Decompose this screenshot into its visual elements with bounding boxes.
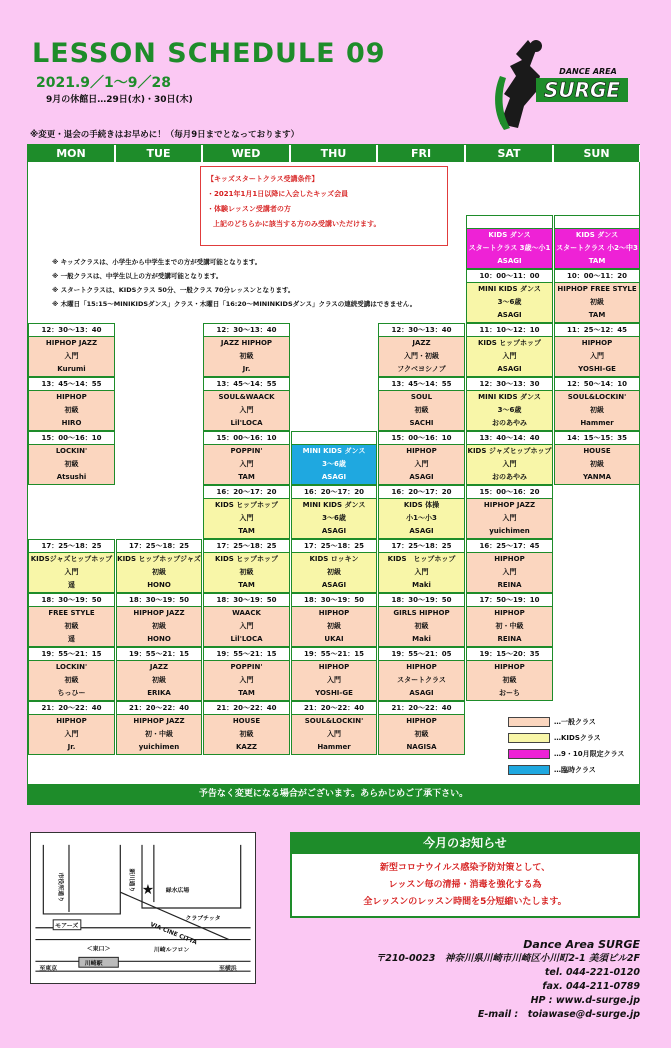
lesson-level: 小1～小3 <box>406 514 437 522</box>
lesson-time: 18：30～19：50 <box>204 594 289 607</box>
lesson-time: 19：55～21：15 <box>292 648 376 661</box>
lesson-genre: HIPHOP <box>494 555 525 563</box>
lesson-time: 18：30～19：50 <box>292 594 376 607</box>
lesson-cell <box>466 485 553 539</box>
lesson-genre: KIDS ダンス <box>488 231 531 239</box>
lesson-time: 15：00～16：10 <box>204 432 289 445</box>
lesson-instructor: SACHI <box>409 419 434 427</box>
lesson-level: 初級 <box>64 676 79 684</box>
legend-label: …臨時クラス <box>554 766 596 774</box>
lesson-cell <box>291 593 377 647</box>
lesson-cell <box>291 431 377 485</box>
lesson-instructor: Hammer <box>580 419 614 427</box>
lesson-instructor: おのあやみ <box>492 473 527 481</box>
lesson-cell <box>466 647 553 701</box>
lesson-cell <box>203 377 290 431</box>
lesson-cell <box>378 701 465 755</box>
lesson-level: 初級 <box>152 622 166 630</box>
lesson-genre: LOCKIN' <box>55 663 88 671</box>
lesson-genre: SOUL&WAACK <box>218 393 275 401</box>
surge-logo <box>470 36 630 134</box>
lesson-genre: KIDSジャズヒップホップ <box>30 555 113 563</box>
lesson-genre: HOUSE <box>583 447 611 455</box>
lesson-cell <box>203 593 290 647</box>
lesson-instructor: ASAGI <box>321 473 347 481</box>
lesson-level: 初級 <box>239 352 254 360</box>
note-line: ※ 一般クラスは、中学生以上の方が受講可能となります。 <box>52 272 223 280</box>
lesson-genre: HIPHOP <box>406 663 437 671</box>
legend-swatch <box>508 765 550 775</box>
lesson-time: 13：45～14：55 <box>379 378 464 391</box>
lesson-cell <box>28 593 115 647</box>
lesson-time: 13：45～14：55 <box>204 378 289 391</box>
lesson-level: 入門 <box>590 352 604 360</box>
lesson-time: 21：20～22：40 <box>117 702 201 715</box>
lesson-level: 初級 <box>414 406 429 414</box>
lesson-instructor: おーち <box>499 689 520 697</box>
news-body <box>292 860 638 911</box>
lesson-instructor: NAGISA <box>406 743 437 751</box>
lesson-cell <box>203 647 290 701</box>
lesson-cell <box>28 431 115 485</box>
lesson-level: 入門 <box>327 676 341 684</box>
lesson-genre: JAZZ <box>149 663 169 671</box>
lesson-level: 初・中級 <box>495 622 524 630</box>
lesson-level: 3～6歳 <box>497 298 522 306</box>
lesson-instructor: ERIKA <box>147 689 171 697</box>
lesson-genre: HIPHOP <box>494 609 525 617</box>
lesson-level: 入門 <box>502 514 517 522</box>
lesson-time: 16：20～17：20 <box>379 486 464 499</box>
lesson-instructor: ASAGI <box>497 311 522 319</box>
lesson-level: 初級 <box>239 568 254 576</box>
lesson-cell <box>378 647 465 701</box>
day-header-wed: WED <box>203 145 290 162</box>
lesson-instructor: TAM <box>238 581 255 589</box>
lesson-level: 入門 <box>414 460 429 468</box>
lesson-instructor: 遥 <box>68 635 75 643</box>
lesson-level: 初級 <box>64 406 79 414</box>
map-label: クラブチッタ <box>185 915 221 922</box>
lesson-time: 13：40～14：40 <box>467 432 552 445</box>
lesson-level: 入門 <box>502 568 517 576</box>
studio-name: Dance Area SURGE <box>523 938 640 951</box>
lesson-genre: POPPIN' <box>230 663 263 671</box>
lesson-time: 12：30～13：40 <box>379 324 464 337</box>
legend-swatch <box>508 749 550 759</box>
lesson-cell <box>291 647 377 701</box>
lesson-instructor: Kurumi <box>57 365 86 373</box>
lesson-time: 19：55～21：15 <box>117 648 201 661</box>
lesson-cell <box>28 647 115 701</box>
schedule-footnote: 予告なく変更になる場合がございます。あらかじめご了承下さい。 <box>27 784 640 804</box>
lesson-level: 初・中級 <box>145 730 173 738</box>
kids-start-conditions <box>200 166 448 246</box>
lesson-instructor: YANMA <box>582 473 612 481</box>
lesson-instructor: TAM <box>238 527 255 535</box>
lesson-instructor: ASAGI <box>409 689 434 697</box>
class-notes <box>52 255 416 311</box>
lesson-time: 18：30～19：50 <box>379 594 464 607</box>
page-title: LESSON SCHEDULE 09 <box>32 38 386 69</box>
lesson-cell <box>203 323 290 377</box>
lesson-instructor: Lil'LOCA <box>230 635 263 643</box>
lesson-time: 12：30～13：40 <box>29 324 114 337</box>
lesson-genre: KIDS 体操 <box>403 501 440 509</box>
lesson-genre: SOUL&LOCKIN' <box>567 393 627 401</box>
lesson-level: 入門 <box>327 730 341 738</box>
callout-line: ・体験レッスン受講者の方 <box>207 205 291 213</box>
lesson-instructor: Atsushi <box>56 473 87 481</box>
tel: tel. 044-221-0120 <box>544 967 640 978</box>
lesson-time: 13：45～14：55 <box>29 378 114 391</box>
lesson-genre: GIRLS HIPHOP <box>393 609 450 617</box>
email-link[interactable]: E-mail : toiawase@d-surge.jp <box>477 1009 640 1020</box>
lesson-instructor: TAM <box>588 311 606 319</box>
lesson-genre: LOCKIN' <box>55 447 88 455</box>
lesson-cell <box>378 539 465 593</box>
lesson-genre: KIDS ジャズヒップホップ <box>467 447 552 455</box>
note-line: ※ スタートクラスは、KIDSクラス 50分、一般クラス 70分レッスンとなります。 <box>52 286 295 294</box>
map-label: 川崎駅 <box>84 961 103 968</box>
lesson-level: 入門 <box>239 406 254 414</box>
lesson-time: 10：00～11：20 <box>555 270 639 283</box>
lesson-instructor: ちっひー <box>57 689 86 697</box>
lesson-cell <box>554 431 640 485</box>
lesson-genre: HIPHOP JAZZ <box>483 501 536 509</box>
lesson-time: 21：20～22：40 <box>204 702 289 715</box>
news-line: レッスン毎の清掃・消毒を強化する為 <box>388 880 542 890</box>
legend-label: …KIDSクラス <box>554 734 601 742</box>
lesson-cell <box>116 647 202 701</box>
lesson-genre: MINI KIDS ダンス <box>302 447 366 455</box>
lesson-instructor: Maki <box>412 581 431 589</box>
lesson-genre: KIDS ヒップホップ <box>214 555 279 563</box>
lesson-cell <box>203 701 290 755</box>
lesson-time: 16：25～17：45 <box>467 540 552 553</box>
lesson-genre: KIDS ヒップホップ <box>214 501 279 509</box>
lesson-time: 19：55～21：15 <box>204 648 289 661</box>
lesson-instructor: ASAGI <box>321 527 347 535</box>
lesson-cell <box>378 377 465 431</box>
lesson-time: 17：50～19：10 <box>467 594 552 607</box>
lesson-time: 18：30～19：50 <box>29 594 114 607</box>
lesson-instructor: YOSHI-GE <box>578 365 616 373</box>
news-title: 今月のお知らせ <box>290 832 640 854</box>
news-line: 全レッスンのレッスン時間を5分短縮いたします。 <box>363 897 567 907</box>
callout-line: 上記のどちらかに該当する方のみ受講いただけます。 <box>213 220 381 228</box>
lesson-cell <box>203 539 290 593</box>
lesson-genre: MINI KIDS ダンス <box>478 285 541 293</box>
lesson-time: 17：25～18：25 <box>204 540 289 553</box>
map-label: モアーズ <box>55 923 79 930</box>
note-line: ※ キッズクラスは、小学生から中学生までの方が受講可能となります。 <box>52 258 262 266</box>
lesson-instructor: Hammer <box>317 743 351 751</box>
lesson-instructor: ASAGI <box>409 473 434 481</box>
lesson-level: 初級 <box>414 622 429 630</box>
lesson-level: 初級 <box>590 460 604 468</box>
lesson-genre: KIDS ヒップホップ <box>477 339 542 347</box>
lesson-instructor: Jr. <box>67 743 76 751</box>
lesson-time: 15：00～16：10 <box>379 432 464 445</box>
lesson-level: 初級 <box>152 568 166 576</box>
lesson-cell <box>291 701 377 755</box>
lesson-level: 入門 <box>239 460 254 468</box>
lesson-time: 11：10～12：10 <box>467 324 552 337</box>
day-header-mon: MON <box>28 145 115 162</box>
lesson-genre: SOUL <box>410 393 433 401</box>
lesson-instructor: YOSHI-GE <box>315 689 353 697</box>
lesson-instructor: フクベヨシノブ <box>397 365 446 373</box>
lesson-time: 19：55～21：15 <box>29 648 114 661</box>
lesson-cell <box>554 377 640 431</box>
lesson-level: 入門 <box>64 730 79 738</box>
lesson-cell <box>203 485 290 539</box>
holiday-note: 9月の休館日…29日(水)・30日(木) <box>46 95 193 105</box>
legend-label: …一般クラス <box>554 718 596 726</box>
day-header-tue: TUE <box>116 145 202 162</box>
lesson-instructor: HIRO <box>61 419 82 427</box>
lesson-genre: JAZZ HIPHOP <box>220 339 273 347</box>
lesson-instructor: Maki <box>412 635 431 643</box>
lesson-genre: FREE STYLE <box>48 609 95 617</box>
lesson-level: 入門 <box>502 460 517 468</box>
lesson-instructor: TAM <box>238 689 255 697</box>
lesson-time: 17：25～18：25 <box>117 540 201 553</box>
lesson-level: スタートクラス 3歳～小1 <box>468 244 551 252</box>
legend-label: …9・10月限定クラス <box>554 750 625 758</box>
lesson-instructor: ASAGI <box>497 257 522 265</box>
surge-location-star-icon: ★ <box>141 882 155 899</box>
map-label: VIA CINE CITTA <box>149 922 198 947</box>
lesson-cell <box>378 431 465 485</box>
lesson-instructor: HONO <box>147 581 171 589</box>
lesson-genre: JAZZ <box>412 339 431 347</box>
lesson-cell <box>466 539 553 593</box>
note-line: ※ 木曜日「15:15～MINIKIDSダンス」クラス・木曜日「16:20～MININKIDSダンス」クラスの連続受講はできません。 <box>52 300 417 308</box>
day-header-fri: FRI <box>378 145 465 162</box>
lesson-level: 3～6歳 <box>497 406 522 414</box>
lesson-cell <box>291 539 377 593</box>
lesson-genre: MINI KIDS ダンス <box>302 501 366 509</box>
lesson-cell <box>466 269 553 323</box>
lesson-level: スタートクラス <box>397 676 446 684</box>
lesson-instructor: Lil'LOCA <box>230 419 263 427</box>
lesson-level: 入門 <box>64 352 79 360</box>
lesson-level: 初級 <box>327 622 341 630</box>
lesson-genre: HIPHOP JAZZ <box>45 339 98 347</box>
lesson-cell <box>116 593 202 647</box>
lesson-cell <box>28 377 115 431</box>
lesson-genre: HIPHOP <box>406 447 437 455</box>
lesson-time: 15：00～16：10 <box>29 432 114 445</box>
lesson-time: 21：20～22：40 <box>379 702 464 715</box>
lesson-genre: HIPHOP <box>56 717 87 725</box>
schedule-period: 2021.9／1～9／28 <box>36 75 171 91</box>
lesson-cell <box>466 215 553 269</box>
lesson-genre: KIDS ロッキン <box>309 555 359 563</box>
lesson-level: 入門 <box>414 568 429 576</box>
lesson-level: 初級 <box>239 730 254 738</box>
lesson-level: 初級 <box>414 730 429 738</box>
lesson-time: 9：00～9：50 <box>467 216 552 229</box>
lesson-time: 16：20～17：20 <box>204 486 289 499</box>
lesson-time: 17：25～18：25 <box>379 540 464 553</box>
day-header-sat: SAT <box>466 145 553 162</box>
lesson-cell <box>554 269 640 323</box>
lesson-level: 3～6歳 <box>322 514 346 522</box>
lesson-cell <box>378 323 465 377</box>
lesson-cell <box>466 593 553 647</box>
legend-swatch <box>508 717 550 727</box>
legend-swatch <box>508 733 550 743</box>
access-map <box>30 832 256 984</box>
lesson-genre: SOUL&LOCKIN' <box>304 717 364 725</box>
lesson-genre: HIPHOP <box>494 663 525 671</box>
lesson-cell <box>466 377 553 431</box>
lesson-level: 初級 <box>502 676 517 684</box>
lesson-instructor: おのあやみ <box>492 419 527 427</box>
lesson-instructor: TAM <box>238 473 255 481</box>
lesson-cell <box>554 323 640 377</box>
lesson-level: 3～6歳 <box>322 460 346 468</box>
contact-info <box>376 938 640 1022</box>
lesson-level: 入門 <box>502 352 517 360</box>
lesson-level: 入門 <box>239 676 254 684</box>
lesson-time: 9：00～9：50 <box>555 216 639 229</box>
logo-tagline: DANCE AREA <box>559 67 617 76</box>
lesson-instructor: REINA <box>497 635 522 643</box>
lesson-cell <box>28 323 115 377</box>
lesson-genre: KIDS ヒップホップジャズ <box>117 555 201 563</box>
lesson-cell <box>378 485 465 539</box>
lesson-level: 初級 <box>152 676 166 684</box>
lesson-genre: POPPIN' <box>230 447 263 455</box>
lesson-genre: HIPHOP JAZZ <box>133 717 185 725</box>
fax: fax. 044-211-0789 <box>542 981 640 992</box>
lesson-time: 10：00～11：00 <box>467 270 552 283</box>
lesson-time: 21：20～22：40 <box>292 702 376 715</box>
lesson-cell <box>554 215 640 269</box>
lesson-time: 17：25～18：25 <box>29 540 114 553</box>
lesson-genre: WAACK <box>232 609 261 617</box>
map-label: 市役所通り <box>57 872 64 903</box>
lesson-time: 11：25～12：45 <box>555 324 639 337</box>
lesson-cell <box>203 431 290 485</box>
lesson-genre: HIPHOP <box>318 663 350 671</box>
lesson-time: 19：55～21：05 <box>379 648 464 661</box>
lesson-instructor: KAZZ <box>236 743 257 751</box>
lesson-genre: HIPHOP JAZZ <box>133 609 185 617</box>
news-line: 新型コロナウイルス感染予防対策として、 <box>379 863 551 873</box>
lesson-time: 14：15～15：35 <box>555 432 639 445</box>
lesson-cell <box>28 539 115 593</box>
callout-line: ・2021年1月1日以降に入会したキッズ会員 <box>207 190 349 198</box>
lesson-instructor: UKAI <box>324 635 344 643</box>
lesson-genre: KIDS ダンス <box>575 231 619 239</box>
lesson-genre: HIPHOP <box>318 609 350 617</box>
lesson-time: 12：50～14：10 <box>555 378 639 391</box>
map-label: 緑水広場 <box>165 888 190 895</box>
lesson-level: 初級 <box>327 568 341 576</box>
lesson-instructor: Jr. <box>242 365 251 373</box>
lesson-cell <box>466 323 553 377</box>
lesson-instructor: ASAGI <box>497 365 522 373</box>
website-link[interactable]: HP : www.d-surge.jp <box>530 995 640 1006</box>
lesson-time: 17：25～18：25 <box>292 540 376 553</box>
lesson-instructor: TAM <box>588 257 606 265</box>
lesson-genre: HIPHOP <box>406 717 437 725</box>
lesson-time: 16：20～17：20 <box>292 486 376 499</box>
lesson-cell <box>378 593 465 647</box>
map-label: ＜東口＞ <box>86 946 111 953</box>
lesson-instructor: ASAGI <box>409 527 434 535</box>
day-header-sun: SUN <box>554 145 640 162</box>
lesson-genre: KIDS ヒップホップ <box>387 555 456 563</box>
lesson-instructor: ASAGI <box>321 581 347 589</box>
callout-title: 【キッズスタートクラス受講条件】 <box>207 175 319 183</box>
lesson-cell <box>466 431 553 485</box>
lesson-level: 入門 <box>239 622 254 630</box>
lesson-time: 19：15～20：35 <box>467 648 552 661</box>
lesson-time: 12：30～13：30 <box>467 378 552 391</box>
lesson-cell <box>116 539 202 593</box>
lesson-genre: HOUSE <box>232 717 261 725</box>
lesson-cell <box>28 701 115 755</box>
lesson-time: 12：30～13：40 <box>204 324 289 337</box>
logo-name: SURGE <box>543 78 621 102</box>
lesson-genre: HIPHOP <box>56 393 87 401</box>
lesson-genre: MINI KIDS ダンス <box>478 393 541 401</box>
dancer-silhouette-icon <box>495 40 542 130</box>
procedure-note: ※変更・退会の手続きはお早めに！（毎月9日までとなっております） <box>30 130 300 140</box>
map-label: 新川通り <box>128 868 135 893</box>
lesson-level: スタートクラス 小2～中3 <box>556 244 638 252</box>
lesson-level: 入門・初級 <box>404 352 439 360</box>
lesson-level: 初級 <box>590 298 604 306</box>
lesson-time: 15：00～16：20 <box>467 486 552 499</box>
lesson-time: 18：30～19：50 <box>117 594 201 607</box>
lesson-cell <box>291 485 377 539</box>
day-header-thu: THU <box>291 145 377 162</box>
map-label: 至横浜 <box>218 966 237 973</box>
lesson-time: 15：15～16：15 <box>292 432 376 445</box>
address: 〒210-0023 神奈川県川崎市川崎区小川町2-1 美須ビル2F <box>375 953 640 964</box>
lesson-instructor: 遥 <box>68 581 75 589</box>
lesson-instructor: HONO <box>147 635 171 643</box>
lesson-level: 入門 <box>64 568 79 576</box>
lesson-time: 21：20～22：40 <box>29 702 114 715</box>
lesson-level: 入門 <box>239 514 254 522</box>
lesson-level: 初級 <box>64 460 79 468</box>
lesson-genre: HIPHOP FREE STYLE <box>557 285 637 293</box>
lesson-level: 初級 <box>64 622 79 630</box>
lesson-cell <box>116 701 202 755</box>
lesson-genre: HIPHOP <box>581 339 613 347</box>
lesson-instructor: yuichimen <box>489 527 530 535</box>
lesson-instructor: REINA <box>497 581 522 589</box>
map-label: 川崎ルフロン <box>153 947 190 954</box>
lesson-instructor: yuichimen <box>138 743 180 751</box>
lesson-level: 初級 <box>590 406 604 414</box>
map-label: 至東京 <box>39 966 58 973</box>
